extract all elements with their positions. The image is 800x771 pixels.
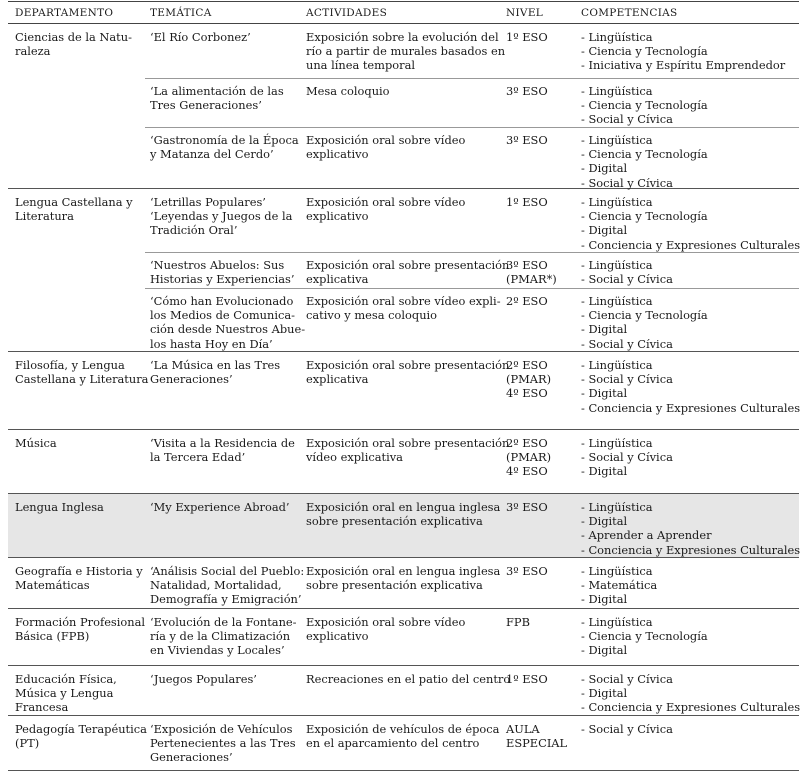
department-name-line: Música y Lengua [15,686,114,701]
tematica-cell-line: ‘Exposición de Vehículos [150,722,293,736]
competencias-cell-line: - Digital [581,514,628,529]
actividades-cell-line: explicativo [306,147,369,162]
nivel-cell-line: 4º ESO [506,464,548,479]
tematica-cell [150,500,298,514]
nivel-cell-line: (PMAR) [506,450,552,465]
actividades-cell [306,30,506,73]
competencias-cell [581,84,797,127]
header-nivel: NIVEL [506,7,544,19]
table-row [8,716,799,770]
actividades-cell-line: Exposición oral sobre vídeo expli- [306,294,501,308]
nivel-cell [506,195,572,209]
actividades-cell [306,500,500,528]
table-row [8,78,799,127]
competencias-cell-line: - Lingüística [581,258,653,272]
nivel-cell-line: 4º ESO [506,386,548,401]
table-row [8,609,799,665]
nivel-cell-line: 3º ESO [506,133,548,147]
department-group [8,666,799,716]
tematica-cell-line: ‘Análisis Social del Pueblo: [150,564,305,578]
tematica-cell-line: ‘Evolución de la Fontane- [150,615,297,629]
tematica-cell [150,672,298,686]
competencias-cell-line: - Ciencia y Tecnología [581,44,708,59]
actividades-cell-line: vídeo explicativa [306,450,403,465]
actividades-cell [306,722,500,750]
tematica-cell-line: Generaciones’ [150,372,233,387]
nivel-cell-line: 2º ESO [506,358,548,372]
competencias-cell-line: - Conciencia y Expresiones Culturales [581,237,800,252]
competencias-cell [581,30,797,73]
actividades-cell [306,358,510,387]
department-group [8,558,799,609]
actividades-cell-line: Exposición oral en lengua inglesa [306,500,501,514]
activities-table [8,1,799,771]
actividades-cell-line: río a partir de murales basados en [306,44,506,59]
competencias-cell [581,358,800,415]
department-group [8,716,799,771]
actividades-cell-line: explicativa [306,372,369,387]
header-actividades: ACTIVIDADES [306,7,388,19]
tematica-cell [150,564,305,607]
competencias-cell-line: - Conciencia y Expresiones Culturales [581,400,800,415]
actividades-cell [306,436,510,465]
department-name-line: Lengua Castellana y [15,195,133,209]
competencias-cell-line: - Digital [581,464,628,479]
header-departamento: DEPARTAMENTO [15,7,114,19]
competencias-cell-line: - Lingüística [581,195,653,209]
actividades-cell [306,133,500,161]
actividades-cell-line: Exposición oral en lengua inglesa [306,564,501,578]
nivel-cell-line: 3º ESO [506,84,548,98]
nivel-cell-line: 1º ESO [506,672,548,686]
table-row [8,127,799,188]
actividades-cell-line: Exposición oral sobre presentación [306,436,510,450]
tematica-cell-line: Historias y Experiencias’ [150,272,295,287]
actividades-cell-line: Recreaciones en el patio del centro [306,672,511,686]
nivel-cell [506,358,572,401]
tematica-cell [150,195,298,238]
table-row [8,252,799,288]
tematica-cell [150,722,298,765]
nivel-cell [506,294,572,308]
actividades-cell-line: cativo y mesa coloquio [306,308,438,323]
department-name-line: raleza [15,44,51,59]
nivel-cell-line: 3º ESO [506,564,548,578]
department-name-line: Francesa [15,700,69,715]
nivel-cell [506,615,572,629]
competencias-cell [581,500,800,557]
nivel-cell [506,500,572,514]
actividades-cell-line: en el aparcamiento del centro [306,736,480,751]
actividades-cell-line: explicativa [306,272,369,287]
department-name-line: Literatura [15,209,74,224]
tematica-cell-line: los hasta Hoy en Día’ [150,336,273,351]
tematica-cell-line: ‘La alimentación de las [150,84,284,98]
competencias-cell-line: - Digital [581,592,628,607]
tematica-cell-line: Tres Generaciones’ [150,98,262,113]
department-name-line: Música [15,436,57,450]
department-name-line: Pedagogía Terapéutica [15,722,147,736]
nivel-cell [506,133,572,147]
department-name-line: Educación Física, [15,672,117,686]
competencias-cell [581,294,797,351]
actividades-cell-line: sobre presentación explicativa [306,578,483,593]
tematica-cell-line: Generaciones’ [150,750,233,765]
actividades-cell-line: Exposición oral sobre vídeo [306,133,466,147]
competencias-cell-line: - Social y Cívica [581,722,673,736]
table-header [8,1,799,24]
tematica-cell-line: ‘Visita a la Residencia de [150,436,295,450]
tematica-cell-line: ‘Letrillas Populares’ [150,195,266,209]
nivel-cell [506,722,572,750]
table-row [8,288,799,351]
actividades-cell [306,294,500,322]
department-name-line: (PT) [15,736,40,751]
nivel-cell-line: 2º ESO [506,436,548,450]
tematica-cell-line: ría y de la Climatización [150,629,291,644]
actividades-cell-line: Mesa coloquio [306,84,390,98]
tematica-cell-line: ‘My Experience Abroad’ [150,500,290,514]
actividades-cell-line: explicativo [306,209,369,224]
tematica-cell-line: ‘La Música en las Tres [150,358,281,372]
competencias-cell [581,195,800,252]
tematica-cell-line: ‘Leyendas y Juegos de la [150,209,293,224]
department-group [8,609,799,666]
competencias-cell-line: - Lingüística [581,564,653,578]
competencias-cell-line: - Iniciativa y Espíritu Emprendedor [581,58,786,73]
competencias-cell-line: - Ciencia y Tecnología [581,629,708,644]
table-row [8,24,799,78]
nivel-cell-line: (PMAR) [506,372,552,387]
table-row [8,558,799,608]
competencias-cell [581,258,797,286]
department-group [8,24,799,189]
competencias-cell-line: - Digital [581,386,628,401]
nivel-cell-line: (PMAR*) [506,272,557,287]
competencias-cell-line: - Social y Cívica [581,336,673,351]
competencias-cell-line: - Lingüística [581,436,653,450]
nivel-cell-line: 2º ESO [506,294,548,308]
competencias-cell [581,722,797,736]
table-row [8,189,799,252]
tematica-cell-line: ‘Juegos Populares’ [150,672,257,686]
department-name-line: Filosofía, y Lengua [15,358,125,372]
tematica-cell [150,133,298,161]
competencias-cell-line: - Conciencia y Expresiones Culturales [581,542,800,557]
header-competencias: COMPETENCIAS [581,7,678,19]
competencias-cell-line: - Social y Cívica [581,175,673,190]
competencias-cell [581,564,797,607]
actividades-cell-line: explicativo [306,629,369,644]
tematica-cell-line: ción desde Nuestros Abue- [150,322,306,337]
actividades-cell-line: Exposición oral sobre presentación [306,258,510,272]
actividades-cell-line: Exposición de vehículos de época [306,722,500,736]
table-row [8,666,799,715]
competencias-cell-line: - Matemática [581,578,658,593]
department-group [8,352,799,430]
competencias-cell-line: - Lingüística [581,615,653,629]
competencias-cell-line: - Digital [581,223,628,238]
table-row [8,430,799,493]
actividades-cell-line: Exposición oral sobre presentación [306,358,510,372]
tematica-cell [150,436,298,464]
nivel-cell [506,30,572,44]
actividades-cell-line: una línea temporal [306,58,416,73]
department-group [8,494,799,558]
actividades-cell-line: sobre presentación explicativa [306,514,483,529]
actividades-cell [306,195,500,223]
nivel-cell-line: 3º ESO [506,500,548,514]
nivel-cell [506,84,572,98]
actividades-cell [306,258,510,287]
nivel-cell-line: 1º ESO [506,30,548,44]
tematica-cell [150,615,298,658]
tematica-cell [150,84,298,112]
tematica-cell-line: los Medios de Comunica- [150,308,295,323]
tematica-cell-line: la Tercera Edad’ [150,450,246,465]
department-name-line: Castellana y Literatura [15,372,149,387]
competencias-cell-line: - Lingüística [581,133,653,147]
competencias-cell-line: - Lingüística [581,500,653,514]
table-row [8,494,799,557]
competencias-cell [581,672,800,715]
tematica-cell [150,258,298,286]
tematica-cell-line: Natalidad, Mortalidad, [150,578,282,593]
nivel-cell [506,436,572,479]
competencias-cell-line: - Social y Cívica [581,450,673,465]
nivel-cell-line: AULA [506,722,540,736]
competencias-cell-line: - Lingüística [581,358,653,372]
tematica-cell-line: ‘Cómo han Evolucionado [150,294,294,308]
competencias-cell-line: - Digital [581,686,628,701]
nivel-cell-line: 3º ESO [506,258,548,272]
competencias-cell-line: - Social y Cívica [581,272,673,287]
tematica-cell-line: y Matanza del Cerdo’ [150,147,274,162]
nivel-cell [506,564,572,578]
tematica-cell-line: ‘Gastronomía de la Época [150,133,299,147]
tematica-cell-line: en Viviendas y Locales’ [150,643,285,658]
department-group [8,189,799,352]
header-tematica: TEMÁTICA [150,7,212,19]
tematica-cell-line: ‘Nuestros Abuelos: Sus [150,258,285,272]
department-name-line: Formación Profesional [15,615,146,629]
actividades-cell [306,84,500,98]
competencias-cell [581,436,797,479]
actividades-cell [306,672,511,686]
competencias-cell-line: - Ciencia y Tecnología [581,308,708,323]
actividades-cell [306,564,500,592]
table-body [8,24,799,771]
competencias-cell-line: - Social y Cívica [581,372,673,387]
actividades-cell-line: Exposición oral sobre vídeo [306,195,466,209]
tematica-cell [150,30,298,44]
competencias-cell-line: - Conciencia y Expresiones Culturales [581,700,800,715]
competencias-cell-line: - Lingüística [581,294,653,308]
nivel-cell-line: ESPECIAL [506,736,568,751]
department-name-line: Matemáticas [15,578,90,593]
table-row [8,352,799,429]
competencias-cell-line: - Ciencia y Tecnología [581,147,708,162]
department-group [8,430,799,494]
competencias-cell [581,133,797,190]
competencias-cell-line: - Digital [581,322,628,337]
competencias-cell-line: - Lingüística [581,30,653,44]
tematica-cell-line: Demografía y Emigración’ [150,592,302,607]
department-name-line: Básica (FPB) [15,629,90,644]
nivel-cell-line: 1º ESO [506,195,548,209]
actividades-cell-line: Exposición sobre la evolución del [306,30,499,44]
actividades-cell [306,615,500,643]
department-name-line: Ciencias de la Natu- [15,30,132,44]
tematica-cell-line: ‘El Río Corbonez’ [150,30,251,44]
nivel-cell [506,258,572,286]
competencias-cell-line: - Social y Cívica [581,672,673,686]
competencias-cell-line: - Digital [581,643,628,658]
competencias-cell-line: - Lingüística [581,84,653,98]
department-name-line: Geografía e Historia y [15,564,143,578]
department-name-line: Lengua Inglesa [15,500,104,514]
actividades-cell-line: Exposición oral sobre vídeo [306,615,466,629]
tematica-cell [150,358,298,386]
tematica-cell-line: Tradición Oral’ [150,223,238,238]
competencias-cell-line: - Aprender a Aprender [581,528,712,543]
tematica-cell-line: Pertenecientes a las Tres [150,736,296,751]
competencias-cell-line: - Digital [581,161,628,176]
competencias-cell-line: - Social y Cívica [581,112,673,127]
competencias-cell [581,615,797,658]
tematica-cell [150,294,306,351]
competencias-cell-line: - Ciencia y Tecnología [581,209,708,224]
nivel-cell-line: FPB [506,615,530,629]
competencias-cell-line: - Ciencia y Tecnología [581,98,708,113]
nivel-cell [506,672,572,686]
